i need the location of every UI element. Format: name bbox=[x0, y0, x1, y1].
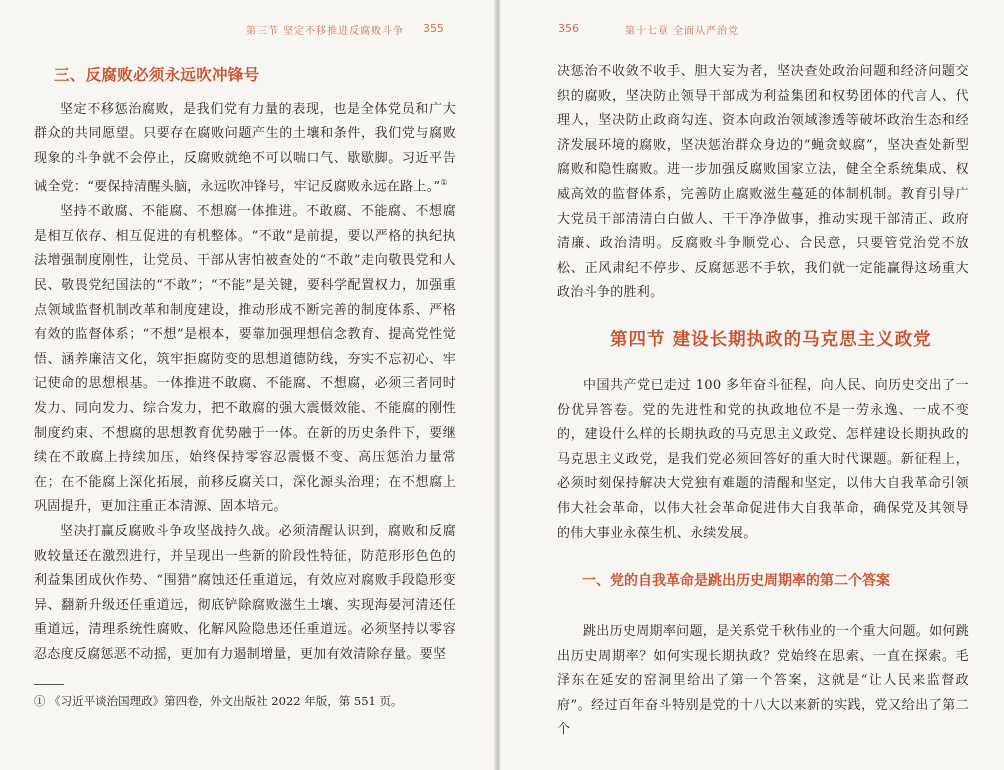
paragraph: 跳出历史周期率问题，是关系党千秋伟业的一个重大问题。如何跳出历史周期率？如何实现长期执政？党始终在思索、一直在探索。毛泽东在延安的窑洞里给出了第一个答案，这就是“让人民来监督政府”。经过百年奋斗特别是党的十八大以来新的实践，党又给出了第二个 bbox=[557, 624, 969, 738]
subheading-self-revolution: 一、党的自我革命是跳出历史周期率的第二个答案 bbox=[582, 573, 890, 589]
paragraph: 坚持不敢腐、不能腐、不想腐一体推进。不敢腐、不能腐、不想腐是相互依存、相互促进的有机整体。“不敢”是前提，要以严格的执纪执法增强制度刚性，让党员、干部从害怕被查处的“不敢”走向敬畏党和人民、敬畏党纪国法的“不敢”；“不能”是关键，要科学配置权力，加强重点领域监督机制改革和制度建设，推动形成不断完善的制度体系、严格有效的监督体系；“不想”是根本，要靠加强理想信念教育、提高党性觉悟、涵养廉洁文化，筑牢拒腐防变的思想道德防线，夯实不忘初心、牢记使命的思想根基。一体推进不敢腐、不能腐、不想腐，必须三者同时发力、同向发力、综合发力，把不敢腐的强大震慑效能、不能腐的刚性制度约束、不想腐的思想教育优势融于一体。在新的历史条件下，要继续在不敢腐上持续加压，始终保持零容忍震慑不变、高压惩治力量常在；在不能腐上深化拓展，前移反腐关口，深化源头治理；在不想腐上巩固提升，更加注重正本清源、固本培元。 bbox=[34, 204, 456, 515]
right-page bbox=[500, 0, 1004, 770]
running-head-left: 第三节 坚定不移推进反腐败斗争 bbox=[246, 26, 405, 37]
right-body-last bbox=[557, 620, 969, 743]
right-body-continuation bbox=[557, 60, 969, 306]
section-title: 第四节 建设长期执政的马克思主义政党 bbox=[610, 330, 932, 350]
footnote-ref: ① bbox=[440, 178, 448, 188]
footnote: ① 《习近平谈治国理政》第四卷，外文出版社 2022 年版，第 551 页。 bbox=[34, 694, 403, 708]
left-page bbox=[0, 0, 496, 770]
left-body bbox=[34, 63, 456, 668]
footnote-rule bbox=[34, 684, 64, 685]
paragraph: 坚决打赢反腐败斗争攻坚战持久战。必须清醒认识到，腐败和反腐败较量还在激烈进行，并呈现出一些新的阶段性特征，防范形形色色的利益集团成伙作势、“围猎”腐蚀还任重道远，有效应对腐败手段隐形变异、翻新升级还任重道远，彻底铲除腐败滋生土壤、实现海晏河清还任重道远，清理系统性腐败、化解风险隐患还任重道远。必须坚持以零容忍态度反腐惩恶不动摇，更加有力遏制增量，更加有效清除存量。要坚 bbox=[34, 524, 456, 662]
paragraph: 决惩治不收敛不收手、胆大妄为者，坚决查处政治问题和经济问题交织的腐败，坚决防止领导干部成为利益集团和权势团体的代言人、代理人，坚决防止政商勾连、资本向政治领域渗透等破坏政治生态和经济发展环境的腐败，坚决惩治群众身边的“蝇贪蚁腐”，坚决查处新型腐败和隐性腐败。进一步加强反腐败国家立法，健全全系统集成、权威高效的监督体系，完善防止腐败滋生蔓延的体制机制。教育引导广大党员干部清清白白做人、干干净净做事，推动实现干部清正、政府清廉、政治清明。反腐败斗争顺党心、合民意，只要管党治党不放松、正风肃纪不停步、反腐惩恶不手软，我们就一定能赢得这场重大政治斗争的胜利。 bbox=[557, 64, 969, 301]
right-body-section bbox=[557, 374, 969, 546]
subheading-anticorruption: 三、反腐败必须永远吹冲锋号 bbox=[54, 66, 260, 84]
page-number-left: 355 bbox=[423, 22, 444, 35]
page-number-right: 356 bbox=[558, 22, 579, 35]
paragraph: 坚定不移惩治腐败，是我们党有力量的表现，也是全体党员和广大群众的共同愿望。只要存在腐败问题产生的土壤和条件，我们党与腐败现象的斗争就不会停止，反腐败就绝不可以喘口气、歇歇脚。习近平告诫全党：“要保持清醒头脑，永远吹冲锋号，牢记反腐败永远在路上。”① bbox=[34, 101, 456, 195]
paragraph: 中国共产党已走过 100 多年奋斗征程，向人民、向历史交出了一份优异答卷。党的先进性和党的执政地位不是一劳永逸、一成不变的，建设什么样的长期执政的马克思主义政党、怎样建设长期执政的马克思主义政党，是我们党必须回答好的重大时代课题。新征程上，必须时刻保持解决大党独有难题的清醒和坚定，以伟大自我革命引领伟大社会革命，以伟大社会革命促进伟大自我革命，确保党及其领导的伟大事业永葆生机、永续发展。 bbox=[557, 378, 969, 541]
running-head-right: 第十七章 全面从严治党 bbox=[625, 26, 740, 37]
